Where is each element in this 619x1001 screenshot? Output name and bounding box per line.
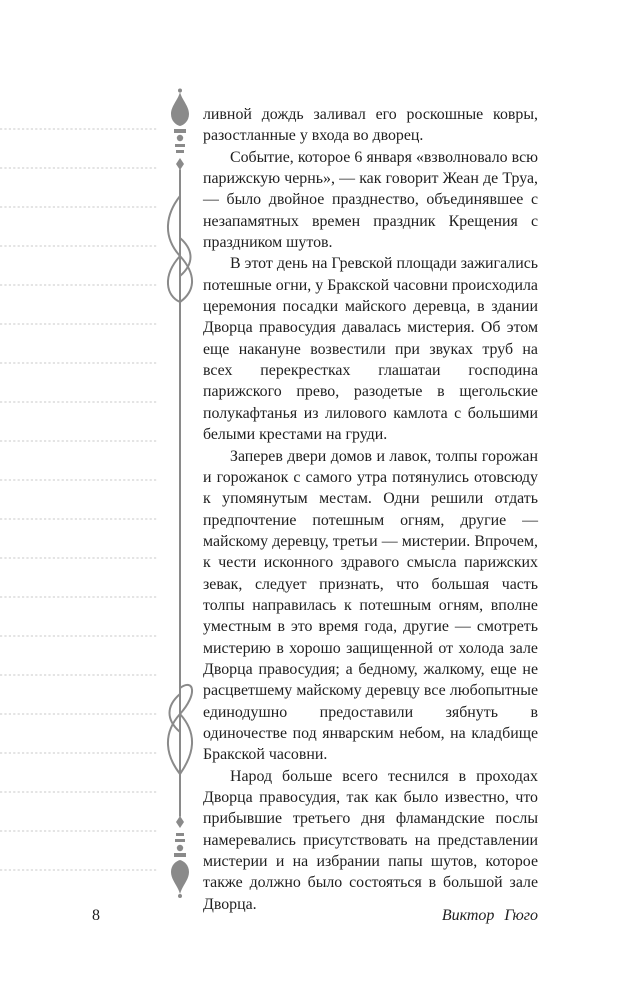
paragraph-palace: Народ больше всего теснился в проходах Дворца правосудия, так как было известно, что прибывшие третьего дня фламандские послы намеревались присутствовать на представлении мистерии и на избрании папы шутов, которое также должно было состояться в большой зале Дворца. <box>203 767 538 913</box>
paragraph-crowds: Заперев двери домов и лавок, толпы горожан и горожанок с самого утра потянулись отовсюду к упомянутым местам. Одни решили отдать предпочтение потешным огням, другие — майскому деревцу, третьи — мистерии. Впрочем, к чести исконного здравого смысла парижских зевак, следует признать, что большая часть толпы направилась к потешным огням, вполне уместным в это время года, другие — смотреть мистерию в хорошо защищенной от холода зале Дворца правосудия; а бедному, жалкому, еще не расцветшему майскому деревцу все любопытные единодушно предоставили зябнуть в одиночестве под январским небом, на кладбище Бракской часовни. <box>203 447 538 764</box>
paragraph-event: Событие, которое 6 января «взволновало всю парижскую чернь», — как говорит Жеан де Труа, — было двойное празднество, объединявшее с незапамятных времен праздник Крещения с праздником шутов. <box>203 148 538 252</box>
note-lines <box>0 0 160 1001</box>
paragraph-continued: ливной дождь заливал его роскошные ковры, разостланные у входа во дворец. <box>203 106 538 145</box>
body-text <box>203 104 538 915</box>
page-number: 8 <box>92 907 100 924</box>
margin-ornament <box>158 88 202 898</box>
running-footer-author: Виктор Гюго <box>441 907 538 924</box>
paragraph-square: В этот день на Гревской площади зажигались потешные огни, у Бракской часовни происходила церемония посадки майского деревца, в здании Дворца правосудия давалась мистерия. Об этом еще накануне возвестили при звуках труб на всех перекрестках глашатаи господина парижского прево, разодетые в щегольские полукафтанья из лилового камлота с большими белыми крестами на груди. <box>203 255 538 444</box>
